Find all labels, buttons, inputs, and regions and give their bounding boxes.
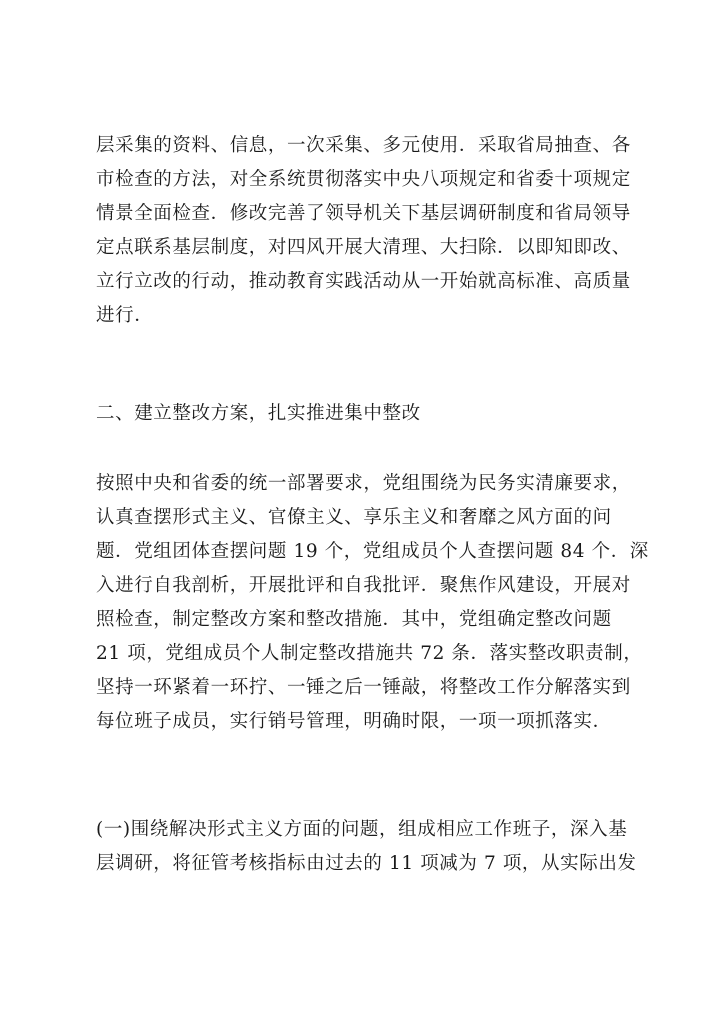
paragraph-1-line-6: 进行． (96, 305, 154, 326)
paragraph-2-line-6: 21 项，党组成员个人制定整改措施共 72 条．落实整改职责制， (96, 643, 643, 664)
paragraph-1-line-2: 市检查的方法，对全系统贯彻落实中央八项规定和省委十项规定 (96, 169, 631, 190)
paragraph-2-line-5: 照检查，制定整改方案和整改措施．其中，党组确定整改问题 (96, 609, 612, 630)
paragraph-2-line-2: 认真查摆形式主义、官僚主义、享乐主义和奢靡之风方面的问 (96, 507, 612, 528)
paragraph-3-line-1: (一)围绕解决形式主义方面的问题，组成相应工作班子，深入基 (96, 819, 628, 840)
paragraph-2-line-3: 题．党组团体查摆问题 19 个，党组成员个人查摆问题 84 个．深 (96, 541, 649, 562)
paragraph-1-line-1: 层采集的资料、信息，一次采集、多元使用．采取省局抽查、各 (96, 135, 631, 156)
paragraph-2-line-4: 入进行自我剖析，开展批评和自我批评．聚焦作风建设，开展对 (96, 575, 631, 596)
paragraph-3-line-2: 层调研，将征管考核指标由过去的 11 项减为 7 项，从实际出发 (96, 853, 637, 874)
paragraph-1-line-5: 立行立改的行动，推动教育实践活动从一开始就高标准、高质量 (96, 271, 631, 292)
section-heading-2: 二、建立整改方案，扎实推进集中整改 (96, 403, 421, 424)
paragraph-1-line-3: 情景全面检查．修改完善了领导机关下基层调研制度和省局领导 (96, 203, 631, 224)
paragraph-1-line-4: 定点联系基层制度，对四风开展大清理、大扫除．以即知即改、 (96, 237, 631, 258)
paragraph-2-line-8: 每位班子成员，实行销号管理，明确时限，一项一项抓落实． (96, 711, 612, 732)
paragraph-2-line-1: 按照中央和省委的统一部署要求，党组围绕为民务实清廉要求， (96, 473, 631, 494)
paragraph-2-line-7: 坚持一环紧着一环拧、一锤之后一锤敲，将整改工作分解落实到 (96, 677, 631, 698)
